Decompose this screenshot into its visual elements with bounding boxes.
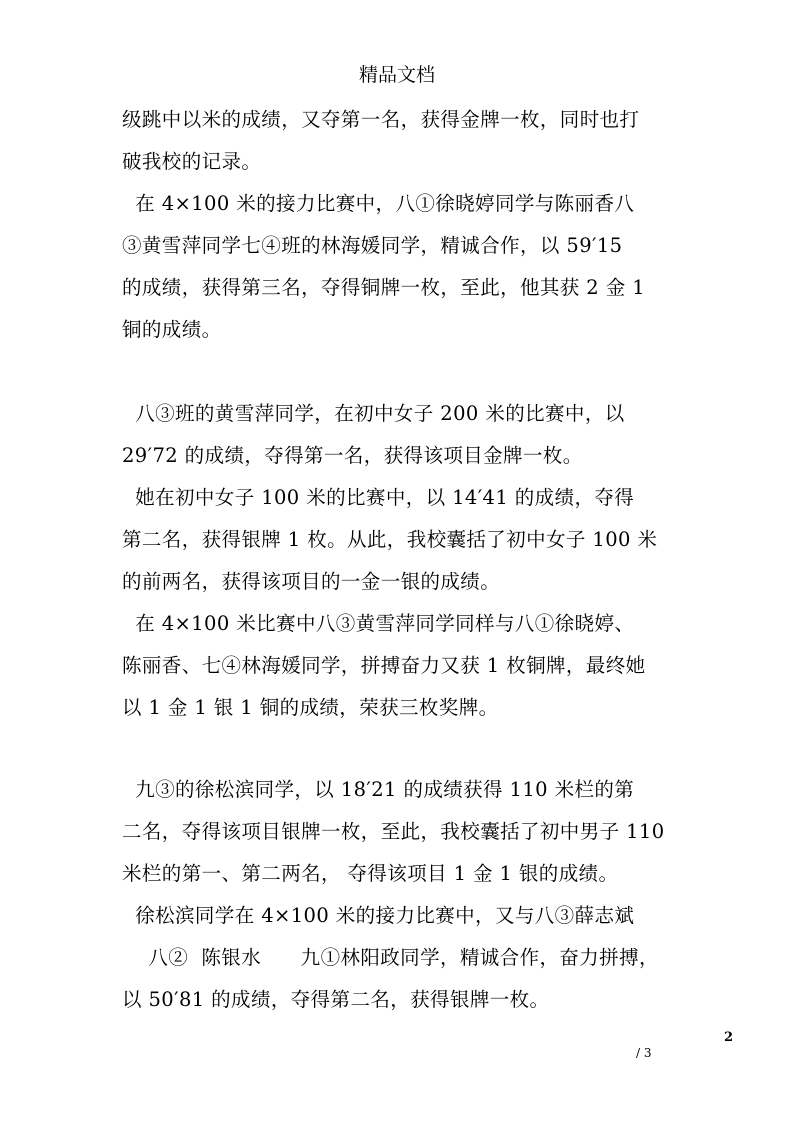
text-line: 八② 陈银水 九①林阳政同学，精诚合作，奋力拼搏， <box>122 946 659 969</box>
text-line: 铜的成绩。 <box>122 318 222 341</box>
text-line: 29′72 的成绩，夺得第一名，获得该项目金牌一枚。 <box>122 444 583 467</box>
text-line: 她在初中女子 100 米的比赛中，以 14′41 的成绩，夺得 <box>122 486 635 509</box>
text-line: 级跳中以米的成绩，又夺第一名，获得金牌一枚，同时也打 <box>122 108 640 131</box>
text-line: 第二名，获得银牌 1 枚。从此，我校囊括了初中女子 100 米 <box>122 528 658 551</box>
text-line: 八③班的黄雪萍同学，在初中女子 200 米的比赛中，以 <box>122 402 625 425</box>
text-line: 的成绩，获得第三名，夺得铜牌一枚，至此，他其获 2 金 1 <box>122 276 646 299</box>
text-line: 九③的徐松滨同学，以 18′21 的成绩获得 110 米栏的第 <box>122 778 635 801</box>
text-line: 破我校的记录。 <box>122 150 262 173</box>
text-line: 在 4×100 米的接力比赛中，八①徐晓婷同学与陈丽香八 <box>122 192 635 215</box>
text-line: 徐松滨同学在 4×100 米的接力比赛中，又与八③薛志斌 <box>122 904 635 927</box>
text-line: ③黄雪萍同学七④班的林海媛同学，精诚合作，以 59′15 <box>122 234 623 257</box>
text-line: 米栏的第一、第二两名， 夺得该项目 1 金 1 银的成绩。 <box>122 862 619 885</box>
text-line: 在 4×100 米比赛中八③黄雪萍同学同样与八①徐晓婷、 <box>122 612 635 635</box>
page-number: 2 <box>724 1030 734 1045</box>
page-header: 精品文档 <box>358 64 435 86</box>
text-line: 以 50′81 的成绩，夺得第二名，获得银牌一枚。 <box>122 988 550 1011</box>
page-total: / 3 <box>636 1046 652 1060</box>
text-line: 以 1 金 1 银 1 铜的成绩，荣获三枚奖牌。 <box>122 696 499 719</box>
text-line: 陈丽香、七④林海媛同学，拼搏奋力又获 1 枚铜牌，最终她 <box>122 654 646 677</box>
text-line: 的前两名，获得该项目的一金一银的成绩。 <box>122 570 501 593</box>
text-line: 二名，夺得该项目银牌一枚，至此，我校囊括了初中男子 110 <box>122 820 665 843</box>
